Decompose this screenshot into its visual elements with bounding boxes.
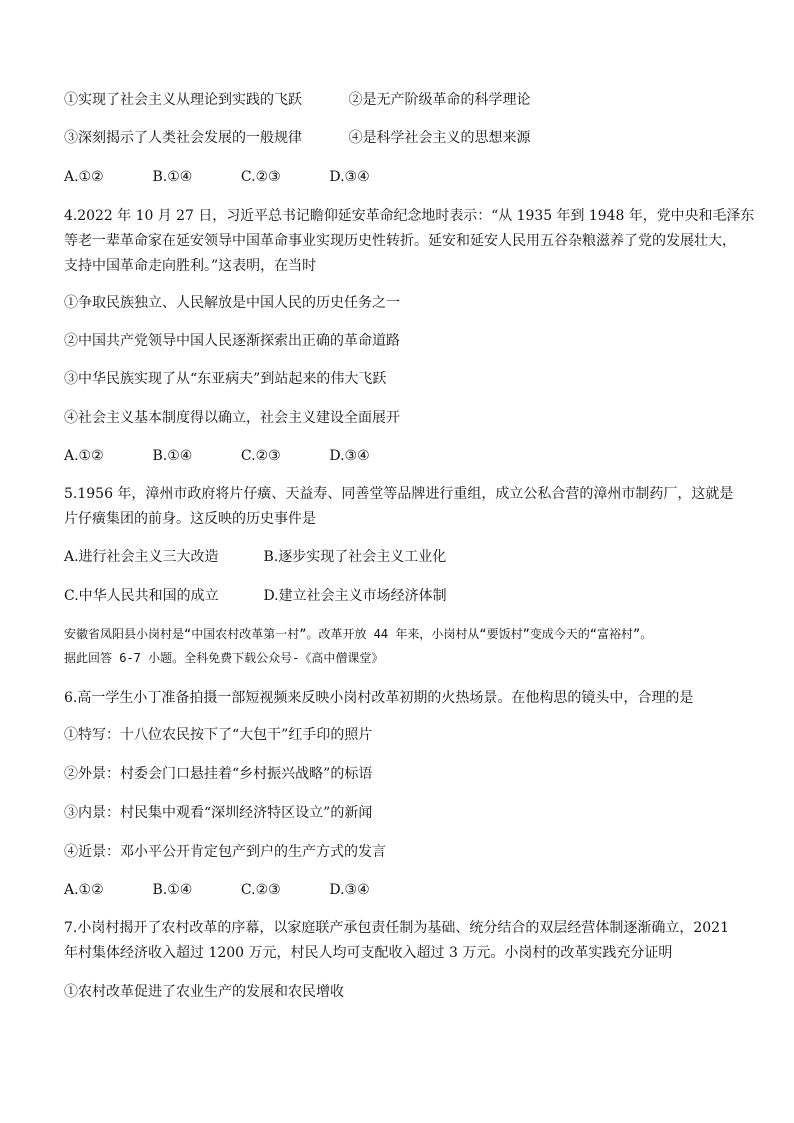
q3-choice-b: B.①④ — [152, 169, 193, 185]
q3-option-4: ④是科学社会主义的思想来源 — [348, 130, 531, 146]
q5-stem-line-2: 片仔癀集团的前身。这反映的历史事件是 — [64, 511, 316, 527]
q6-option-2: ②外景：村委会门口悬挂着“乡村振兴战略”的标语 — [64, 766, 373, 782]
q4-stem-line-2: 等老一辈革命家在延安领导中国革命事业实现历史性转折。延安和延安人民用五谷杂粮滋养了党的发展壮大， — [64, 233, 736, 249]
q7-stem-line-1: 7.小岗村揭开了农村改革的序幕，以家庭联产承包责任制为基础、统分结合的双层经营体制逐渐确立，2021 — [64, 920, 729, 936]
q6-stem: 6.高一学生小丁准备拍摄一部短视频来反映小岗村改革初期的火热场景。在他构思的镜头中，合理的是 — [64, 690, 694, 706]
q4-choices — [64, 446, 370, 466]
material-note-line-2: 据此回答 6-7 小题。全科免费下载公众号-《高中僧课堂》 — [64, 651, 384, 665]
q4-option-4: ④社会主义基本制度得以确立，社会主义建设全面展开 — [64, 410, 400, 426]
q3-option-3: ③深刻揭示了人类社会发展的一般规律 — [64, 130, 302, 146]
q5-options-row-1 — [64, 547, 446, 567]
q4-option-1: ①争取民族独立、人民解放是中国人民的历史任务之一 — [64, 295, 400, 311]
q6-choice-c: C.②③ — [240, 882, 281, 898]
q3-choice-c: C.②③ — [240, 169, 281, 185]
q4-stem-line-1: 4.2022 年 10 月 27 日，习近平总书记瞻仰延安革命纪念地时表示：“从 1935 年到 1948 年，党中央和毛泽东 — [64, 208, 755, 224]
q7-stem-line-2: 年村集体经济收入超过 1200 万元，村民人均可支配收入超过 3 万元。小岗村的改革实践充分证明 — [64, 945, 673, 961]
q5-option-b: B.逐步实现了社会主义工业化 — [263, 549, 447, 565]
q4-stem-line-3: 支持中国革命走向胜利。”这表明，在当时 — [64, 258, 317, 274]
q4-choice-d: D.③④ — [329, 448, 370, 464]
q3-choices — [64, 167, 370, 187]
q6-choice-b: B.①④ — [152, 882, 193, 898]
q4-choice-c: C.②③ — [240, 448, 281, 464]
q4-choice-b: B.①④ — [152, 448, 193, 464]
q6-option-4: ④近景：邓小平公开肯定包产到户的生产方式的发言 — [64, 844, 386, 860]
q6-choice-a: A.①② — [64, 882, 104, 898]
q5-stem-line-1: 5.1956 年，漳州市政府将片仔癀、天益寿、同善堂等品牌进行重组，成立公私合营的漳州市制药厂，这就是 — [64, 486, 734, 502]
q3-options-row-2 — [64, 128, 530, 148]
q6-option-1: ①特写：十八位农民按下了“大包干”红手印的照片 — [64, 727, 373, 743]
q3-option-1: ①实现了社会主义从理论到实践的飞跃 — [64, 92, 302, 108]
q5-option-c: C.中华人民共和国的成立 — [64, 588, 219, 604]
q4-choice-a: A.①② — [64, 448, 104, 464]
q3-choice-a: A.①② — [64, 169, 104, 185]
q7-option-1: ①农村改革促进了农业生产的发展和农民增收 — [64, 984, 344, 1000]
q6-choice-d: D.③④ — [329, 882, 370, 898]
q3-option-2: ②是无产阶级革命的科学理论 — [348, 92, 531, 108]
q4-option-2: ②中国共产党领导中国人民逐渐探索出正确的革命道路 — [64, 333, 400, 349]
material-note-line-1: 安徽省凤阳县小岗村是“中国农村改革第一村”。改革开放 44 年来，小岗村从“要饭村”变成今天的“富裕村”。 — [64, 627, 653, 641]
q5-option-a: A.进行社会主义三大改造 — [64, 549, 219, 565]
q6-option-3: ③内景：村民集中观看“深圳经济特区设立”的新闻 — [64, 805, 373, 821]
q3-choice-d: D.③④ — [329, 169, 370, 185]
q4-option-3: ③中华民族实现了从“东亚病夫”到站起来的伟大飞跃 — [64, 371, 387, 387]
q3-options-row-1 — [64, 90, 530, 110]
q5-options-row-2 — [64, 586, 447, 606]
q6-choices — [64, 880, 370, 900]
q5-option-d: D.建立社会主义市场经济体制 — [263, 588, 447, 604]
